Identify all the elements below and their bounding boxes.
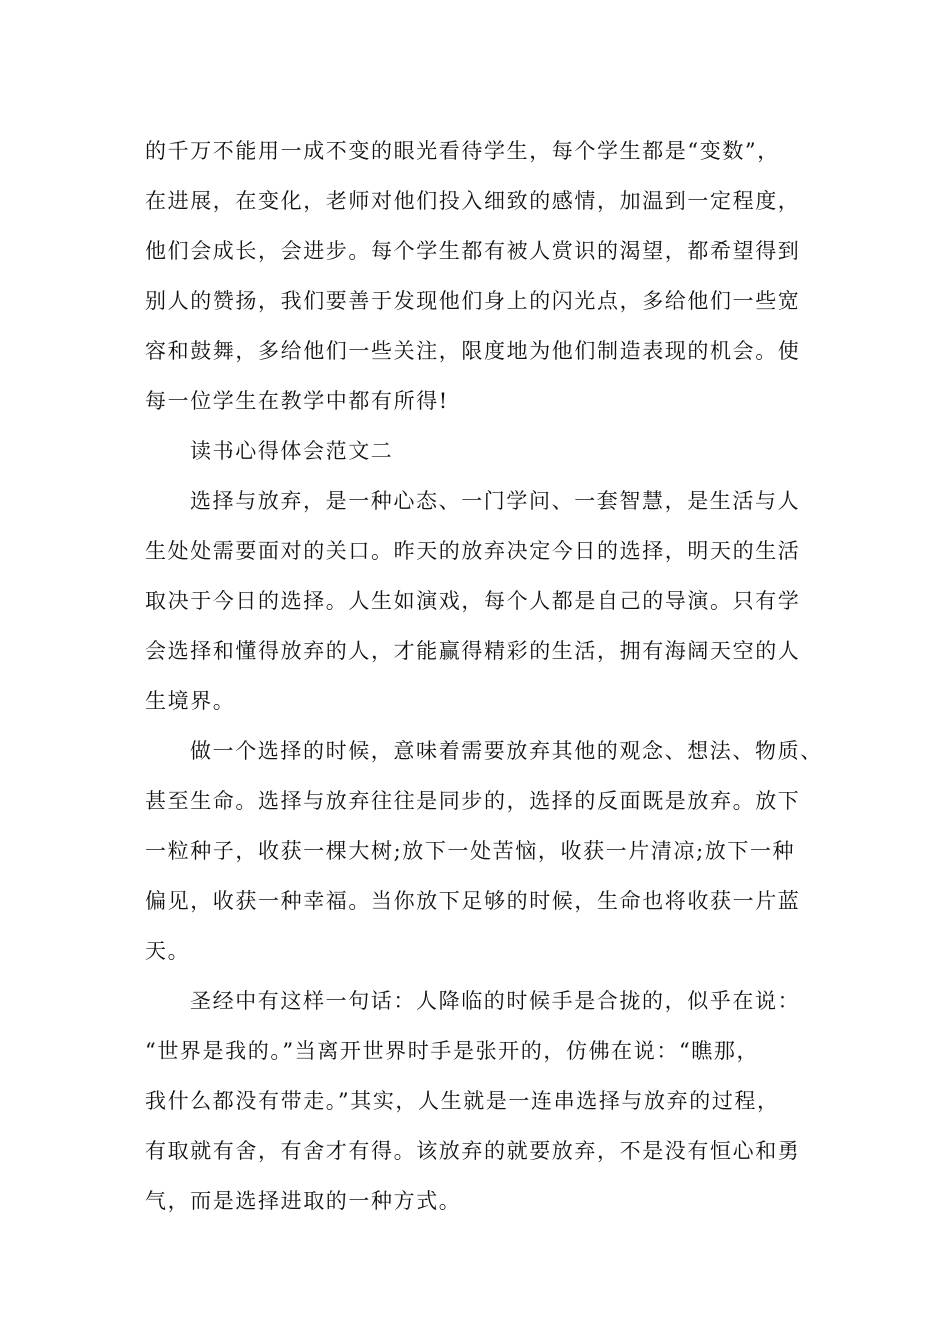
text-line: 会选择和懂得放弃的人，才能赢得精彩的生活，拥有海阔天空的人 bbox=[145, 639, 801, 663]
text-line: 的千万不能用一成不变的眼光看待学生，每个学生都是“变数”， bbox=[145, 139, 780, 163]
text-line: 圣经中有这样一句话：人降临的时候手是合拢的，似乎在说： bbox=[190, 989, 801, 1013]
text-line: 选择与放弃，是一种心态、一门学问、一套智慧，是生活与人 bbox=[190, 489, 801, 513]
text-line: 天。 bbox=[145, 939, 191, 963]
text-line: 生处处需要面对的关口。昨天的放弃决定今日的选择，明天的生活 bbox=[145, 539, 801, 563]
text-line: “世界是我的。”当离开世界时手是张开的，仿佛在说：“瞧那， bbox=[145, 1039, 760, 1063]
text-line: 有取就有舍，有舍才有得。该放弃的就要放弃，不是没有恒心和勇 bbox=[145, 1139, 801, 1163]
text-line: 容和鼓舞，多给他们一些关注，限度地为他们制造表现的机会。使 bbox=[145, 339, 801, 363]
text-line: 做一个选择的时候，意味着需要放弃其他的观念、想法、物质、 bbox=[190, 739, 823, 763]
text-line: 气，而是选择进取的一种方式。 bbox=[145, 1189, 462, 1213]
text-line: 生境界。 bbox=[145, 689, 236, 713]
text-line: 偏见，收获一种幸福。当你放下足够的时候，生命也将收获一片蓝 bbox=[145, 889, 801, 913]
text-line: 他们会成长，会进步。每个学生都有被人赏识的渴望，都希望得到 bbox=[145, 239, 801, 263]
text-line: 取决于今日的选择。人生如演戏，每个人都是自己的导演。只有学 bbox=[145, 589, 801, 613]
text-line: 甚至生命。选择与放弃往往是同步的，选择的反面既是放弃。放下 bbox=[145, 789, 801, 813]
text-line: 每一位学生在教学中都有所得! bbox=[145, 389, 449, 413]
text-line: 别人的赞扬，我们要善于发现他们身上的闪光点，多给他们一些宽 bbox=[145, 289, 801, 313]
section-heading: 读书心得体会范文二 bbox=[190, 439, 394, 463]
text-line: 在进展，在变化，老师对他们投入细致的感情，加温到一定程度， bbox=[145, 189, 801, 213]
text-line: 我什么都没有带走。”其实，人生就是一连串选择与放弃的过程， bbox=[145, 1089, 780, 1113]
text-line: 一粒种子，收获一棵大树;放下一处苦恼，收获一片清凉;放下一种 bbox=[145, 839, 796, 863]
